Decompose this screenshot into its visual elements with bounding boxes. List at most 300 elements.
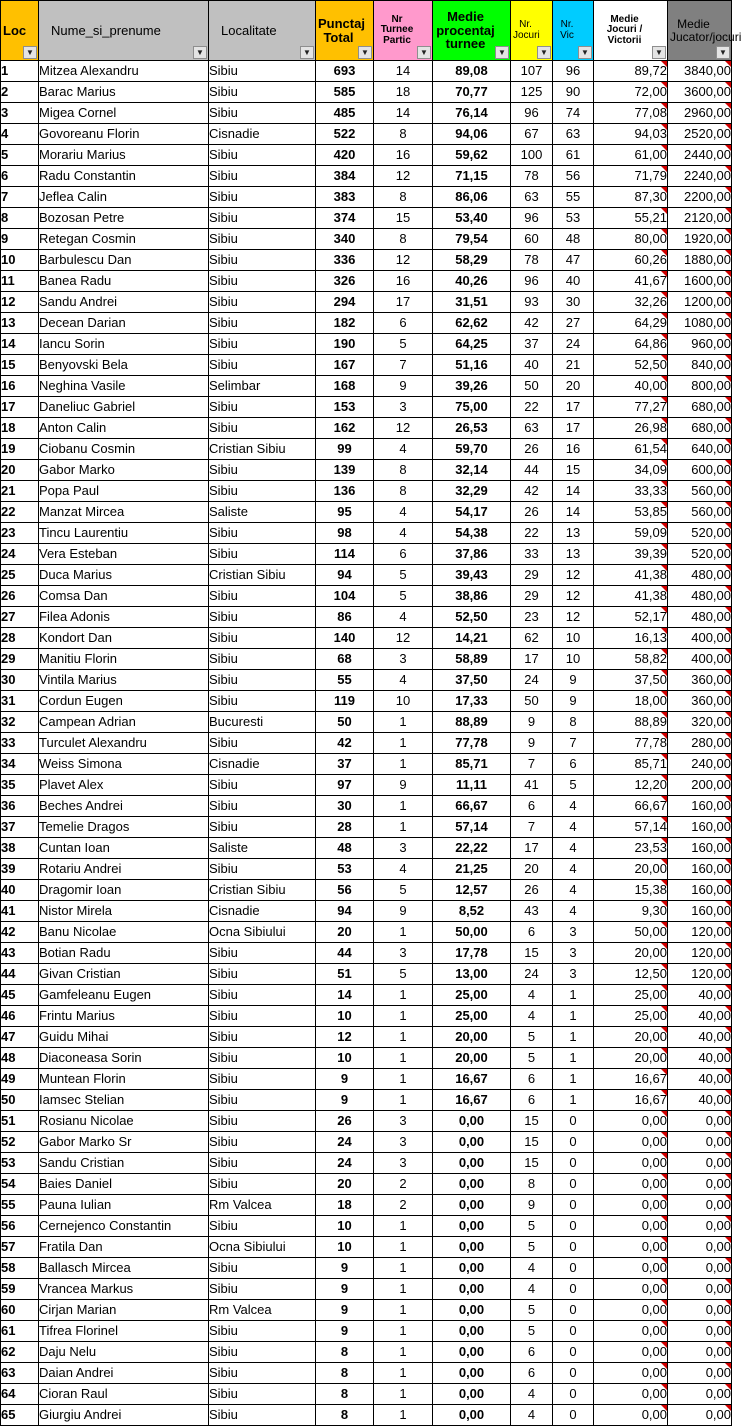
avg-win-cell[interactable]: 34,09 [594, 460, 668, 481]
wins-cell[interactable]: 17 [553, 418, 594, 439]
avg-player-cell[interactable]: 40,00 [668, 1027, 732, 1048]
tournaments-cell[interactable]: 6 [374, 313, 433, 334]
loc-cell[interactable]: 38 [1, 838, 39, 859]
wins-cell[interactable]: 0 [553, 1237, 594, 1258]
avg-player-cell[interactable]: 840,00 [668, 355, 732, 376]
name-cell[interactable]: Muntean Florin [39, 1069, 209, 1090]
avg-win-cell[interactable]: 88,89 [594, 712, 668, 733]
avg-player-cell[interactable]: 240,00 [668, 754, 732, 775]
avg-win-cell[interactable]: 20,00 [594, 1027, 668, 1048]
city-cell[interactable]: Sibiu [209, 943, 316, 964]
loc-cell[interactable]: 43 [1, 943, 39, 964]
avg-win-cell[interactable]: 41,38 [594, 565, 668, 586]
avg-win-cell[interactable]: 61,54 [594, 439, 668, 460]
percent-cell[interactable]: 89,08 [433, 61, 511, 82]
tournaments-cell[interactable]: 8 [374, 124, 433, 145]
loc-cell[interactable]: 24 [1, 544, 39, 565]
percent-cell[interactable]: 58,29 [433, 250, 511, 271]
avg-win-cell[interactable]: 94,03 [594, 124, 668, 145]
name-cell[interactable]: Govoreanu Florin [39, 124, 209, 145]
avg-win-cell[interactable]: 0,00 [594, 1132, 668, 1153]
percent-cell[interactable]: 86,06 [433, 187, 511, 208]
tournaments-cell[interactable]: 3 [374, 649, 433, 670]
games-cell[interactable]: 22 [511, 523, 553, 544]
tournaments-cell[interactable]: 5 [374, 586, 433, 607]
wins-cell[interactable]: 0 [553, 1216, 594, 1237]
tournaments-cell[interactable]: 15 [374, 208, 433, 229]
percent-cell[interactable]: 12,57 [433, 880, 511, 901]
tournaments-cell[interactable]: 10 [374, 691, 433, 712]
games-cell[interactable]: 50 [511, 376, 553, 397]
loc-cell[interactable]: 15 [1, 355, 39, 376]
city-cell[interactable]: Cristian Sibiu [209, 439, 316, 460]
points-cell[interactable]: 139 [316, 460, 374, 481]
points-cell[interactable]: 12 [316, 1027, 374, 1048]
avg-win-cell[interactable]: 33,33 [594, 481, 668, 502]
percent-cell[interactable]: 38,86 [433, 586, 511, 607]
points-cell[interactable]: 55 [316, 670, 374, 691]
tournaments-cell[interactable]: 4 [374, 523, 433, 544]
points-cell[interactable]: 50 [316, 712, 374, 733]
loc-cell[interactable]: 31 [1, 691, 39, 712]
tournaments-cell[interactable]: 9 [374, 901, 433, 922]
avg-win-cell[interactable]: 15,38 [594, 880, 668, 901]
points-cell[interactable]: 294 [316, 292, 374, 313]
avg-player-cell[interactable]: 0,00 [668, 1132, 732, 1153]
name-cell[interactable]: Barac Marius [39, 82, 209, 103]
loc-cell[interactable]: 58 [1, 1258, 39, 1279]
avg-player-cell[interactable]: 1920,00 [668, 229, 732, 250]
name-cell[interactable]: Vrancea Markus [39, 1279, 209, 1300]
points-cell[interactable]: 374 [316, 208, 374, 229]
city-cell[interactable]: Sibiu [209, 166, 316, 187]
avg-player-cell[interactable]: 560,00 [668, 502, 732, 523]
games-cell[interactable]: 15 [511, 1132, 553, 1153]
loc-cell[interactable]: 36 [1, 796, 39, 817]
avg-win-cell[interactable]: 89,72 [594, 61, 668, 82]
percent-cell[interactable]: 64,25 [433, 334, 511, 355]
avg-win-cell[interactable]: 0,00 [594, 1195, 668, 1216]
name-cell[interactable]: Vintila Marius [39, 670, 209, 691]
avg-win-cell[interactable]: 37,50 [594, 670, 668, 691]
percent-cell[interactable]: 66,67 [433, 796, 511, 817]
percent-cell[interactable]: 17,33 [433, 691, 511, 712]
city-cell[interactable]: Sibiu [209, 82, 316, 103]
col-header-games[interactable] [511, 1, 553, 61]
games-cell[interactable]: 4 [511, 1258, 553, 1279]
avg-win-cell[interactable]: 0,00 [594, 1384, 668, 1405]
loc-cell[interactable]: 35 [1, 775, 39, 796]
tournaments-cell[interactable]: 1 [374, 817, 433, 838]
name-cell[interactable]: Givan Cristian [39, 964, 209, 985]
name-cell[interactable]: Comsa Dan [39, 586, 209, 607]
tournaments-cell[interactable]: 17 [374, 292, 433, 313]
percent-cell[interactable]: 0,00 [433, 1279, 511, 1300]
city-cell[interactable]: Sibiu [209, 208, 316, 229]
loc-cell[interactable]: 65 [1, 1405, 39, 1426]
loc-cell[interactable]: 54 [1, 1174, 39, 1195]
games-cell[interactable]: 7 [511, 817, 553, 838]
points-cell[interactable]: 585 [316, 82, 374, 103]
col-header-name[interactable] [39, 1, 209, 61]
wins-cell[interactable]: 4 [553, 859, 594, 880]
games-cell[interactable]: 42 [511, 313, 553, 334]
tournaments-cell[interactable]: 1 [374, 712, 433, 733]
wins-cell[interactable]: 0 [553, 1174, 594, 1195]
avg-win-cell[interactable]: 9,30 [594, 901, 668, 922]
avg-player-cell[interactable]: 0,00 [668, 1216, 732, 1237]
games-cell[interactable]: 40 [511, 355, 553, 376]
tournaments-cell[interactable]: 12 [374, 250, 433, 271]
points-cell[interactable]: 28 [316, 817, 374, 838]
percent-cell[interactable]: 37,50 [433, 670, 511, 691]
avg-win-cell[interactable]: 72,00 [594, 82, 668, 103]
city-cell[interactable]: Sibiu [209, 1132, 316, 1153]
avg-player-cell[interactable]: 0,00 [668, 1174, 732, 1195]
avg-win-cell[interactable]: 39,39 [594, 544, 668, 565]
name-cell[interactable]: Daju Nelu [39, 1342, 209, 1363]
tournaments-cell[interactable]: 9 [374, 775, 433, 796]
city-cell[interactable]: Cristian Sibiu [209, 880, 316, 901]
games-cell[interactable]: 6 [511, 1342, 553, 1363]
points-cell[interactable]: 8 [316, 1363, 374, 1384]
percent-cell[interactable]: 0,00 [433, 1153, 511, 1174]
loc-cell[interactable]: 26 [1, 586, 39, 607]
wins-cell[interactable]: 0 [553, 1384, 594, 1405]
avg-win-cell[interactable]: 25,00 [594, 1006, 668, 1027]
wins-cell[interactable]: 16 [553, 439, 594, 460]
percent-cell[interactable]: 52,50 [433, 607, 511, 628]
percent-cell[interactable]: 13,00 [433, 964, 511, 985]
loc-cell[interactable]: 33 [1, 733, 39, 754]
points-cell[interactable]: 56 [316, 880, 374, 901]
tournaments-cell[interactable]: 1 [374, 1279, 433, 1300]
wins-cell[interactable]: 0 [553, 1405, 594, 1426]
tournaments-cell[interactable]: 1 [374, 796, 433, 817]
games-cell[interactable]: 62 [511, 628, 553, 649]
city-cell[interactable]: Sibiu [209, 649, 316, 670]
city-cell[interactable]: Sibiu [209, 544, 316, 565]
loc-cell[interactable]: 23 [1, 523, 39, 544]
city-cell[interactable]: Sibiu [209, 985, 316, 1006]
points-cell[interactable]: 9 [316, 1258, 374, 1279]
games-cell[interactable]: 6 [511, 1363, 553, 1384]
avg-win-cell[interactable]: 77,08 [594, 103, 668, 124]
points-cell[interactable]: 340 [316, 229, 374, 250]
loc-cell[interactable]: 60 [1, 1300, 39, 1321]
avg-player-cell[interactable]: 0,00 [668, 1258, 732, 1279]
avg-player-cell[interactable]: 280,00 [668, 733, 732, 754]
games-cell[interactable]: 15 [511, 943, 553, 964]
wins-cell[interactable]: 9 [553, 670, 594, 691]
games-cell[interactable]: 15 [511, 1153, 553, 1174]
city-cell[interactable]: Cisnadie [209, 754, 316, 775]
wins-cell[interactable]: 30 [553, 292, 594, 313]
tournaments-cell[interactable]: 1 [374, 1069, 433, 1090]
tournaments-cell[interactable]: 5 [374, 964, 433, 985]
loc-cell[interactable]: 9 [1, 229, 39, 250]
wins-cell[interactable]: 3 [553, 943, 594, 964]
loc-cell[interactable]: 44 [1, 964, 39, 985]
points-cell[interactable]: 30 [316, 796, 374, 817]
loc-cell[interactable]: 46 [1, 1006, 39, 1027]
percent-cell[interactable]: 76,14 [433, 103, 511, 124]
points-cell[interactable]: 48 [316, 838, 374, 859]
name-cell[interactable]: Dragomir Ioan [39, 880, 209, 901]
tournaments-cell[interactable]: 4 [374, 502, 433, 523]
wins-cell[interactable]: 74 [553, 103, 594, 124]
tournaments-cell[interactable]: 1 [374, 1216, 433, 1237]
loc-cell[interactable]: 55 [1, 1195, 39, 1216]
name-cell[interactable]: Pauna Iulian [39, 1195, 209, 1216]
avg-player-cell[interactable]: 40,00 [668, 1069, 732, 1090]
tournaments-cell[interactable]: 8 [374, 229, 433, 250]
percent-cell[interactable]: 0,00 [433, 1405, 511, 1426]
name-cell[interactable]: Popa Paul [39, 481, 209, 502]
avg-win-cell[interactable]: 0,00 [594, 1153, 668, 1174]
points-cell[interactable]: 9 [316, 1279, 374, 1300]
loc-cell[interactable]: 30 [1, 670, 39, 691]
col-header-avgwin[interactable] [594, 1, 668, 61]
name-cell[interactable]: Banu Nicolae [39, 922, 209, 943]
points-cell[interactable]: 168 [316, 376, 374, 397]
avg-player-cell[interactable]: 120,00 [668, 922, 732, 943]
games-cell[interactable]: 17 [511, 649, 553, 670]
city-cell[interactable]: Sibiu [209, 1384, 316, 1405]
percent-cell[interactable]: 0,00 [433, 1237, 511, 1258]
percent-cell[interactable]: 0,00 [433, 1174, 511, 1195]
avg-player-cell[interactable]: 160,00 [668, 796, 732, 817]
avg-player-cell[interactable]: 0,00 [668, 1195, 732, 1216]
avg-win-cell[interactable]: 71,79 [594, 166, 668, 187]
city-cell[interactable]: Sibiu [209, 817, 316, 838]
dropdown-arrow-icon[interactable]: ▼ [537, 46, 551, 59]
tournaments-cell[interactable]: 4 [374, 607, 433, 628]
wins-cell[interactable]: 0 [553, 1153, 594, 1174]
name-cell[interactable]: Ciobanu Cosmin [39, 439, 209, 460]
name-cell[interactable]: Cuntan Ioan [39, 838, 209, 859]
points-cell[interactable]: 37 [316, 754, 374, 775]
tournaments-cell[interactable]: 1 [374, 922, 433, 943]
wins-cell[interactable]: 4 [553, 880, 594, 901]
games-cell[interactable]: 37 [511, 334, 553, 355]
avg-player-cell[interactable]: 480,00 [668, 565, 732, 586]
points-cell[interactable]: 383 [316, 187, 374, 208]
percent-cell[interactable]: 0,00 [433, 1363, 511, 1384]
percent-cell[interactable]: 50,00 [433, 922, 511, 943]
points-cell[interactable]: 8 [316, 1342, 374, 1363]
avg-player-cell[interactable]: 0,00 [668, 1300, 732, 1321]
name-cell[interactable]: Manzat Mircea [39, 502, 209, 523]
percent-cell[interactable]: 40,26 [433, 271, 511, 292]
avg-win-cell[interactable]: 0,00 [594, 1342, 668, 1363]
name-cell[interactable]: Barbulescu Dan [39, 250, 209, 271]
points-cell[interactable]: 99 [316, 439, 374, 460]
points-cell[interactable]: 485 [316, 103, 374, 124]
games-cell[interactable]: 41 [511, 775, 553, 796]
games-cell[interactable]: 4 [511, 1405, 553, 1426]
wins-cell[interactable]: 14 [553, 481, 594, 502]
avg-player-cell[interactable]: 680,00 [668, 418, 732, 439]
percent-cell[interactable]: 37,86 [433, 544, 511, 565]
city-cell[interactable]: Selimbar [209, 376, 316, 397]
avg-player-cell[interactable]: 160,00 [668, 838, 732, 859]
avg-player-cell[interactable]: 1600,00 [668, 271, 732, 292]
city-cell[interactable]: Cisnadie [209, 124, 316, 145]
name-cell[interactable]: Bozosan Petre [39, 208, 209, 229]
wins-cell[interactable]: 1 [553, 985, 594, 1006]
name-cell[interactable]: Tifrea Florinel [39, 1321, 209, 1342]
loc-cell[interactable]: 1 [1, 61, 39, 82]
percent-cell[interactable]: 32,29 [433, 481, 511, 502]
wins-cell[interactable]: 12 [553, 565, 594, 586]
percent-cell[interactable]: 59,70 [433, 439, 511, 460]
percent-cell[interactable]: 0,00 [433, 1300, 511, 1321]
percent-cell[interactable]: 0,00 [433, 1132, 511, 1153]
games-cell[interactable]: 5 [511, 1237, 553, 1258]
games-cell[interactable]: 29 [511, 586, 553, 607]
avg-win-cell[interactable]: 20,00 [594, 943, 668, 964]
avg-win-cell[interactable]: 64,29 [594, 313, 668, 334]
avg-player-cell[interactable]: 1200,00 [668, 292, 732, 313]
games-cell[interactable]: 44 [511, 460, 553, 481]
dropdown-arrow-icon[interactable]: ▼ [578, 46, 592, 59]
wins-cell[interactable]: 20 [553, 376, 594, 397]
wins-cell[interactable]: 8 [553, 712, 594, 733]
games-cell[interactable]: 9 [511, 712, 553, 733]
city-cell[interactable]: Sibiu [209, 334, 316, 355]
city-cell[interactable]: Ocna Sibiului [209, 922, 316, 943]
avg-player-cell[interactable]: 0,00 [668, 1237, 732, 1258]
city-cell[interactable]: Sibiu [209, 691, 316, 712]
games-cell[interactable]: 15 [511, 1111, 553, 1132]
tournaments-cell[interactable]: 4 [374, 439, 433, 460]
city-cell[interactable]: Ocna Sibiului [209, 1237, 316, 1258]
games-cell[interactable]: 125 [511, 82, 553, 103]
city-cell[interactable]: Rm Valcea [209, 1300, 316, 1321]
avg-win-cell[interactable]: 18,00 [594, 691, 668, 712]
points-cell[interactable]: 104 [316, 586, 374, 607]
avg-player-cell[interactable]: 0,00 [668, 1363, 732, 1384]
loc-cell[interactable]: 6 [1, 166, 39, 187]
loc-cell[interactable]: 2 [1, 82, 39, 103]
percent-cell[interactable]: 79,54 [433, 229, 511, 250]
tournaments-cell[interactable]: 9 [374, 376, 433, 397]
name-cell[interactable]: Sandu Cristian [39, 1153, 209, 1174]
points-cell[interactable]: 114 [316, 544, 374, 565]
avg-win-cell[interactable]: 20,00 [594, 1048, 668, 1069]
name-cell[interactable]: Gabor Marko Sr [39, 1132, 209, 1153]
loc-cell[interactable]: 37 [1, 817, 39, 838]
city-cell[interactable]: Sibiu [209, 313, 316, 334]
name-cell[interactable]: Campean Adrian [39, 712, 209, 733]
name-cell[interactable]: Beches Andrei [39, 796, 209, 817]
dropdown-arrow-icon[interactable]: ▼ [23, 46, 37, 59]
name-cell[interactable]: Iamsec Stelian [39, 1090, 209, 1111]
tournaments-cell[interactable]: 1 [374, 1048, 433, 1069]
name-cell[interactable]: Weiss Simona [39, 754, 209, 775]
percent-cell[interactable]: 94,06 [433, 124, 511, 145]
wins-cell[interactable]: 0 [553, 1279, 594, 1300]
city-cell[interactable]: Sibiu [209, 1090, 316, 1111]
tournaments-cell[interactable]: 5 [374, 565, 433, 586]
avg-player-cell[interactable]: 2120,00 [668, 208, 732, 229]
tournaments-cell[interactable]: 1 [374, 754, 433, 775]
city-cell[interactable]: Sibiu [209, 481, 316, 502]
games-cell[interactable]: 4 [511, 1384, 553, 1405]
wins-cell[interactable]: 61 [553, 145, 594, 166]
tournaments-cell[interactable]: 3 [374, 838, 433, 859]
city-cell[interactable]: Sibiu [209, 145, 316, 166]
loc-cell[interactable]: 3 [1, 103, 39, 124]
avg-win-cell[interactable]: 32,26 [594, 292, 668, 313]
city-cell[interactable]: Sibiu [209, 1363, 316, 1384]
games-cell[interactable]: 78 [511, 250, 553, 271]
percent-cell[interactable]: 25,00 [433, 985, 511, 1006]
points-cell[interactable]: 24 [316, 1132, 374, 1153]
city-cell[interactable]: Sibiu [209, 187, 316, 208]
avg-win-cell[interactable]: 58,82 [594, 649, 668, 670]
avg-player-cell[interactable]: 2960,00 [668, 103, 732, 124]
avg-win-cell[interactable]: 0,00 [594, 1111, 668, 1132]
avg-player-cell[interactable]: 0,00 [668, 1384, 732, 1405]
tournaments-cell[interactable]: 1 [374, 1363, 433, 1384]
percent-cell[interactable]: 0,00 [433, 1216, 511, 1237]
avg-player-cell[interactable]: 520,00 [668, 544, 732, 565]
games-cell[interactable]: 4 [511, 1006, 553, 1027]
wins-cell[interactable]: 63 [553, 124, 594, 145]
dropdown-arrow-icon[interactable]: ▼ [193, 46, 207, 59]
avg-player-cell[interactable]: 40,00 [668, 1006, 732, 1027]
city-cell[interactable]: Sibiu [209, 775, 316, 796]
loc-cell[interactable]: 64 [1, 1384, 39, 1405]
name-cell[interactable]: Kondort Dan [39, 628, 209, 649]
games-cell[interactable]: 4 [511, 985, 553, 1006]
city-cell[interactable]: Cristian Sibiu [209, 565, 316, 586]
avg-player-cell[interactable]: 2440,00 [668, 145, 732, 166]
avg-player-cell[interactable]: 360,00 [668, 670, 732, 691]
city-cell[interactable]: Sibiu [209, 397, 316, 418]
points-cell[interactable]: 26 [316, 1111, 374, 1132]
games-cell[interactable]: 43 [511, 901, 553, 922]
avg-win-cell[interactable]: 61,00 [594, 145, 668, 166]
points-cell[interactable]: 10 [316, 1006, 374, 1027]
city-cell[interactable]: Sibiu [209, 1153, 316, 1174]
wins-cell[interactable]: 0 [553, 1363, 594, 1384]
points-cell[interactable]: 336 [316, 250, 374, 271]
wins-cell[interactable]: 1 [553, 1069, 594, 1090]
tournaments-cell[interactable]: 1 [374, 1405, 433, 1426]
city-cell[interactable]: Sibiu [209, 1216, 316, 1237]
dropdown-arrow-icon[interactable]: ▼ [716, 46, 730, 59]
tournaments-cell[interactable]: 3 [374, 1111, 433, 1132]
points-cell[interactable]: 9 [316, 1069, 374, 1090]
points-cell[interactable]: 97 [316, 775, 374, 796]
avg-player-cell[interactable]: 0,00 [668, 1153, 732, 1174]
avg-player-cell[interactable]: 800,00 [668, 376, 732, 397]
avg-player-cell[interactable]: 0,00 [668, 1342, 732, 1363]
avg-win-cell[interactable]: 23,53 [594, 838, 668, 859]
avg-win-cell[interactable]: 16,13 [594, 628, 668, 649]
avg-win-cell[interactable]: 66,67 [594, 796, 668, 817]
avg-player-cell[interactable]: 3840,00 [668, 61, 732, 82]
city-cell[interactable]: Sibiu [209, 733, 316, 754]
loc-cell[interactable]: 19 [1, 439, 39, 460]
col-header-pts[interactable] [316, 1, 374, 61]
percent-cell[interactable]: 0,00 [433, 1195, 511, 1216]
points-cell[interactable]: 8 [316, 1405, 374, 1426]
avg-player-cell[interactable]: 3600,00 [668, 82, 732, 103]
